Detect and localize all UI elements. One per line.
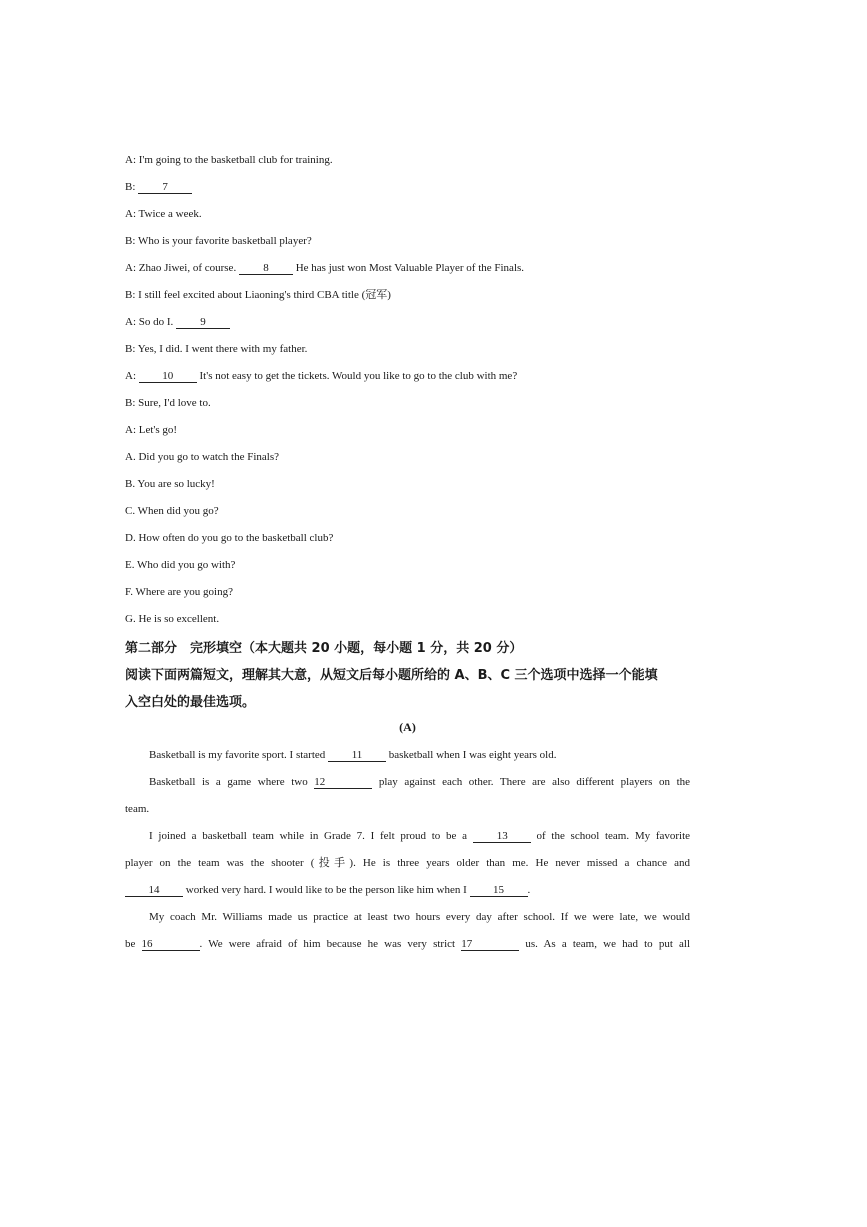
blank-9[interactable]: 9 — [176, 316, 230, 329]
passage-line-4 — [125, 829, 690, 843]
passage-text: be — [125, 938, 136, 950]
dialogue-text: A: So do I. — [125, 316, 174, 328]
blank-12[interactable]: 12 — [314, 776, 372, 789]
speaker-label: A: — [125, 370, 136, 382]
option-text: D. How often do you go to the basketball club? — [125, 532, 334, 544]
option-d[interactable] — [125, 531, 333, 545]
passage-text: team. — [125, 803, 150, 815]
dialogue-line-6 — [125, 288, 391, 302]
passage-text: player on the team was the shooter (投手). He is three years older than me. He never missed a chance and — [125, 857, 690, 869]
dialogue-line-3 — [125, 207, 202, 221]
dialogue-line-7 — [125, 315, 230, 329]
passage-text: Basketball is a game where two — [149, 776, 308, 788]
dialogue-line-10 — [125, 396, 211, 410]
dialogue-text: A: Twice a week. — [125, 208, 202, 220]
option-b[interactable] — [125, 477, 215, 491]
dialogue-line-9 — [125, 369, 517, 383]
option-text: E. Who did you go with? — [125, 559, 236, 571]
dialogue-text: He has just won Most Valuable Player of the Finals. — [295, 262, 525, 274]
blank-11[interactable]: 11 — [328, 749, 386, 762]
blank-13[interactable]: 13 — [473, 830, 531, 843]
dialogue-line-4 — [125, 234, 312, 248]
passage-line-5 — [125, 856, 690, 870]
passage-text: My coach Mr. Williams made us practice at least two hours every day after school. If we were late, we would — [149, 911, 690, 923]
passage-text: of the school team. My favorite — [536, 830, 691, 842]
blank-15[interactable]: 15 — [470, 884, 528, 897]
dialogue-line-2 — [125, 180, 192, 194]
dialogue-line-11 — [125, 423, 177, 437]
passage-line-8 — [125, 937, 690, 951]
dialogue-line-1 — [125, 153, 333, 167]
passage-text: play against each other. There are also different players on the — [378, 776, 691, 788]
section-instruction-line-2 — [125, 691, 255, 710]
blank-14[interactable]: 14 — [125, 884, 183, 897]
speaker-label: B: — [125, 181, 136, 193]
dialogue-text: It's not easy to get the tickets. Would you like to go to the club with me? — [199, 370, 518, 382]
passage-text: Basketball is my favorite sport. I started — [149, 749, 326, 761]
passage-text: worked very hard. I would like to be the person like him when I — [185, 884, 467, 896]
passage-text: I joined a basketball team while in Grade 7. I felt proud to be a — [149, 830, 468, 842]
passage-text: . — [527, 884, 531, 896]
passage-text: us. As a team, we had to put all — [525, 938, 691, 950]
dialogue-text: B: Sure, I'd love to. — [125, 397, 211, 409]
dialogue-line-8 — [125, 342, 307, 356]
blank-17[interactable]: 17 — [461, 938, 519, 951]
instruction-text: 入空白处的最佳选项。 — [125, 695, 256, 710]
blank-10[interactable]: 10 — [139, 370, 197, 383]
blank-16[interactable]: 16 — [142, 938, 200, 951]
option-c[interactable] — [125, 504, 219, 518]
dialogue-text: B: Yes, I did. I went there with my father. — [125, 343, 308, 355]
passage-text: basketball when I was eight years old. — [388, 749, 557, 761]
option-text: G. He is so excellent. — [125, 613, 220, 625]
dialogue-text: A: Let's go! — [125, 424, 178, 436]
dialogue-text: A: I'm going to the basketball club for training. — [125, 154, 333, 166]
section-title: 第二部分 完形填空（本大题共 20 小题，每小题 1 分，共 20 分） — [125, 641, 523, 656]
dialogue-text: A: Zhao Jiwei, of course. — [125, 262, 237, 274]
option-text: A. Did you go to watch the Finals? — [125, 451, 279, 463]
passage-line-7 — [125, 910, 690, 924]
dialogue-line-5 — [125, 261, 524, 275]
passage-line-2 — [125, 775, 690, 789]
option-g[interactable] — [125, 612, 219, 626]
dialogue-text: B: Who is your favorite basketball player? — [125, 235, 312, 247]
passage-line-3 — [125, 802, 149, 816]
option-a[interactable] — [125, 450, 279, 464]
option-e[interactable] — [125, 558, 235, 572]
passage-label: (A) — [399, 720, 416, 734]
dialogue-text: B: I still feel excited about Liaoning's third CBA title (冠军) — [125, 289, 391, 301]
passage-line-6 — [125, 883, 530, 897]
blank-7[interactable]: 7 — [138, 181, 192, 194]
option-text: B. You are so lucky! — [125, 478, 215, 490]
option-text: F. Where are you going? — [125, 586, 233, 598]
passage-line-1 — [149, 748, 556, 762]
option-f[interactable] — [125, 585, 233, 599]
instruction-text: 阅读下面两篇短文，理解其大意，从短文后每小题所给的 A、B、C 三个选项中选择一个能填 — [125, 668, 658, 683]
section-heading — [125, 637, 522, 656]
passage-text: . We were afraid of him because he was very strict — [199, 938, 456, 950]
blank-8[interactable]: 8 — [239, 262, 293, 275]
section-instruction-line-1 — [125, 664, 658, 683]
option-text: C. When did you go? — [125, 505, 219, 517]
